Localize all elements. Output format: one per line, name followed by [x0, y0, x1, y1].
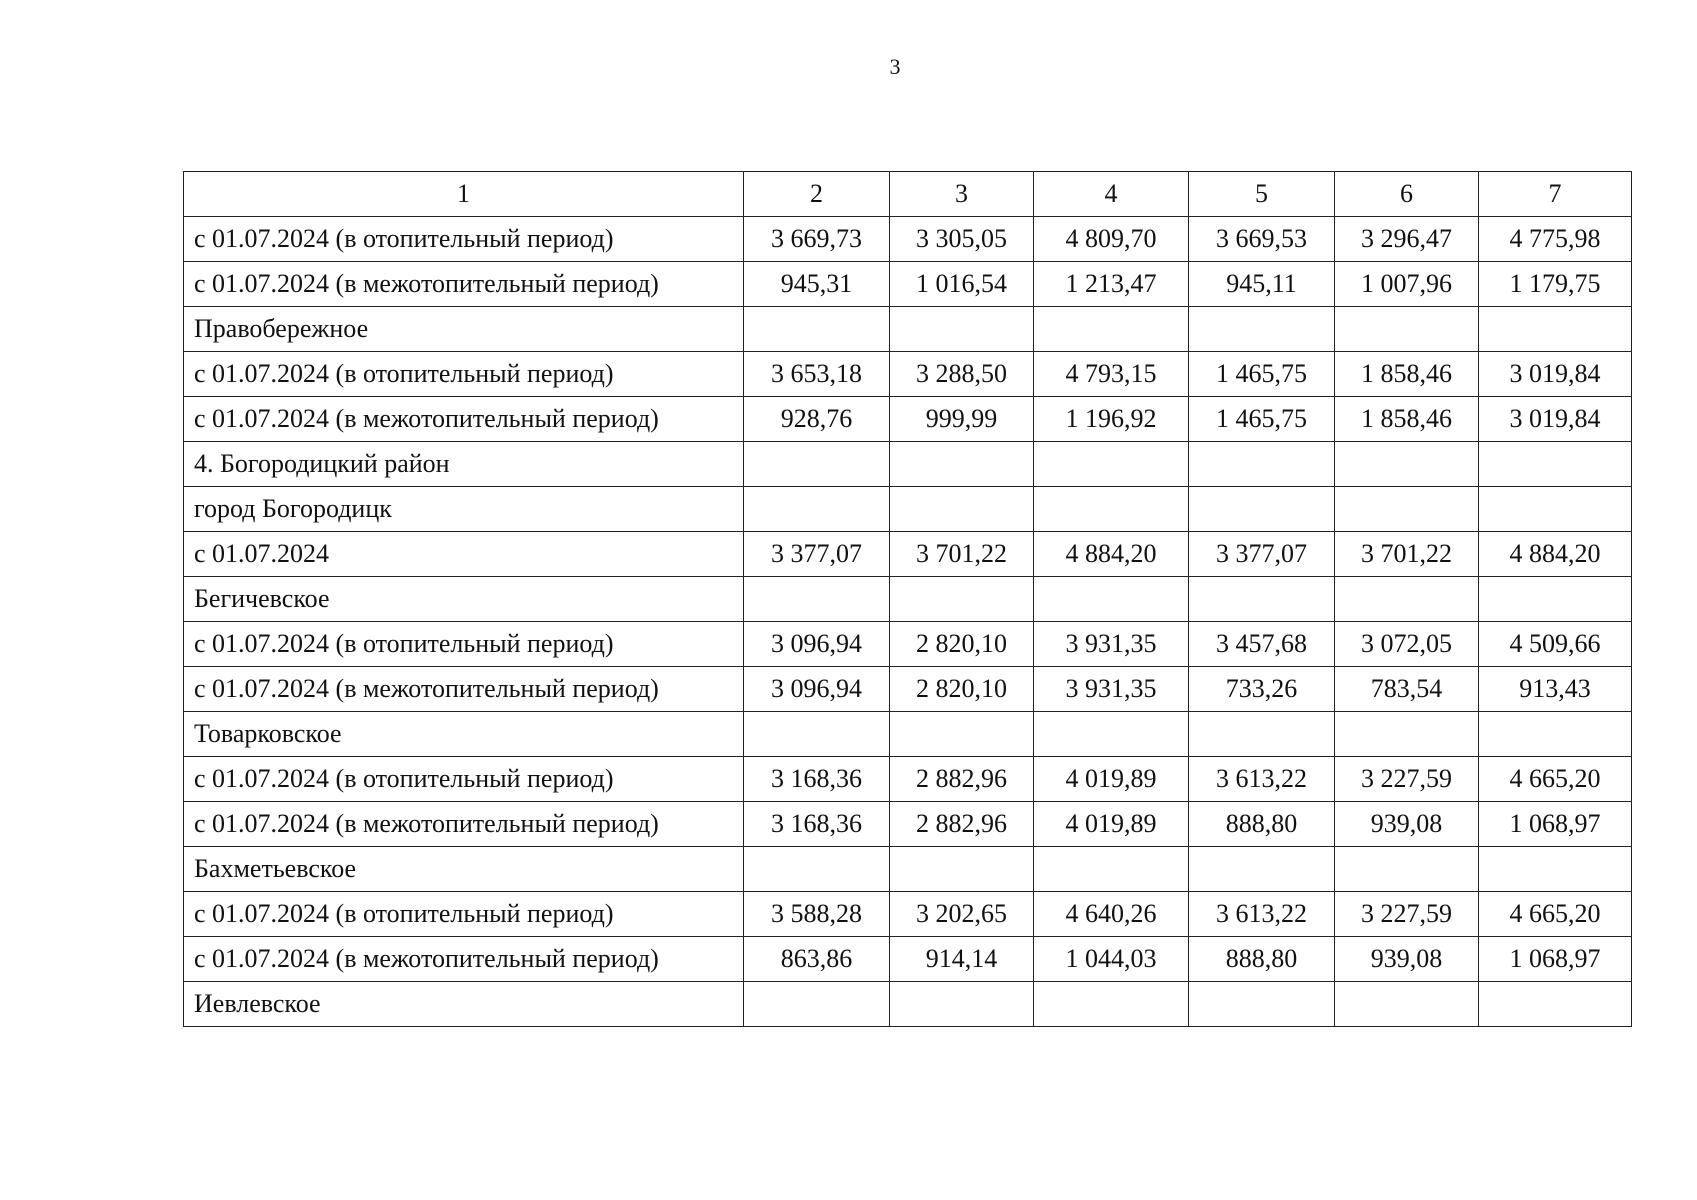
value-cell — [1479, 577, 1632, 622]
value-cell: 1 068,97 — [1479, 802, 1632, 847]
tariff-table — [183, 171, 1632, 1027]
value-cell — [1034, 442, 1189, 487]
value-cell: 3 613,22 — [1189, 892, 1335, 937]
value-cell: 733,26 — [1189, 667, 1335, 712]
value-cell — [1034, 307, 1189, 352]
value-cell: 1 213,47 — [1034, 262, 1189, 307]
value-cell — [744, 577, 890, 622]
value-cell: 914,14 — [890, 937, 1034, 982]
value-cell — [890, 487, 1034, 532]
value-cell: 3 653,18 — [744, 352, 890, 397]
row-label: с 01.07.2024 (в межотопительный период) — [184, 937, 744, 982]
row-label: Бегичевское — [184, 577, 744, 622]
value-cell: 4 884,20 — [1034, 532, 1189, 577]
header-cell: 6 — [1335, 172, 1479, 217]
row-label: с 01.07.2024 (в отопительный период) — [184, 217, 744, 262]
header-cell: 3 — [890, 172, 1034, 217]
value-cell: 4 809,70 — [1034, 217, 1189, 262]
row-label: с 01.07.2024 (в межотопительный период) — [184, 802, 744, 847]
value-cell: 1 007,96 — [1335, 262, 1479, 307]
value-cell: 4 019,89 — [1034, 757, 1189, 802]
table-row — [184, 802, 1632, 847]
value-cell: 928,76 — [744, 397, 890, 442]
row-label: с 01.07.2024 (в отопительный период) — [184, 352, 744, 397]
table-row — [184, 622, 1632, 667]
value-cell: 3 377,07 — [744, 532, 890, 577]
value-cell: 3 613,22 — [1189, 757, 1335, 802]
value-cell — [1189, 982, 1335, 1027]
value-cell — [1479, 712, 1632, 757]
value-cell — [1034, 487, 1189, 532]
value-cell — [890, 442, 1034, 487]
header-cell: 1 — [184, 172, 744, 217]
value-cell: 4 665,20 — [1479, 757, 1632, 802]
row-label: 4. Богородицкий район — [184, 442, 744, 487]
value-cell — [1335, 487, 1479, 532]
value-cell: 2 820,10 — [890, 622, 1034, 667]
value-cell: 3 931,35 — [1034, 667, 1189, 712]
row-label: с 01.07.2024 (в межотопительный период) — [184, 667, 744, 712]
header-cell: 2 — [744, 172, 890, 217]
value-cell: 3 096,94 — [744, 667, 890, 712]
page-number: 3 — [889, 54, 901, 79]
value-cell: 3 588,28 — [744, 892, 890, 937]
value-cell — [744, 307, 890, 352]
table-row — [184, 577, 1632, 622]
value-cell — [1189, 577, 1335, 622]
value-cell: 4 884,20 — [1479, 532, 1632, 577]
header-cell: 4 — [1034, 172, 1189, 217]
value-cell — [890, 307, 1034, 352]
value-cell — [1034, 847, 1189, 892]
table-row — [184, 307, 1632, 352]
table-row — [184, 757, 1632, 802]
value-cell — [1034, 712, 1189, 757]
value-cell: 3 227,59 — [1335, 892, 1479, 937]
value-cell: 3 669,53 — [1189, 217, 1335, 262]
value-cell — [890, 577, 1034, 622]
value-cell — [1335, 982, 1479, 1027]
value-cell: 3 202,65 — [890, 892, 1034, 937]
value-cell — [744, 487, 890, 532]
table-row — [184, 352, 1632, 397]
value-cell — [1335, 307, 1479, 352]
row-label: с 01.07.2024 — [184, 532, 744, 577]
table-row — [184, 667, 1632, 712]
table-row — [184, 487, 1632, 532]
value-cell — [1189, 487, 1335, 532]
row-label: Правобережное — [184, 307, 744, 352]
value-cell: 3 019,84 — [1479, 352, 1632, 397]
value-cell — [1479, 487, 1632, 532]
value-cell: 3 377,07 — [1189, 532, 1335, 577]
value-cell: 783,54 — [1335, 667, 1479, 712]
value-cell: 939,08 — [1335, 802, 1479, 847]
value-cell: 3 305,05 — [890, 217, 1034, 262]
table-row — [184, 532, 1632, 577]
value-cell — [1189, 847, 1335, 892]
value-cell — [1335, 712, 1479, 757]
value-cell: 1 016,54 — [890, 262, 1034, 307]
value-cell — [1034, 577, 1189, 622]
value-cell — [1479, 442, 1632, 487]
value-cell: 888,80 — [1189, 802, 1335, 847]
value-cell: 3 019,84 — [1479, 397, 1632, 442]
value-cell: 4 640,26 — [1034, 892, 1189, 937]
value-cell — [1479, 307, 1632, 352]
table-row — [184, 217, 1632, 262]
header-cell: 7 — [1479, 172, 1632, 217]
value-cell — [1335, 442, 1479, 487]
row-label: Бахметьевское — [184, 847, 744, 892]
value-cell: 3 457,68 — [1189, 622, 1335, 667]
row-label: Товарковское — [184, 712, 744, 757]
value-cell: 3 669,73 — [744, 217, 890, 262]
table-row — [184, 892, 1632, 937]
table-row — [184, 262, 1632, 307]
row-label: город Богородицк — [184, 487, 744, 532]
table-row — [184, 982, 1632, 1027]
value-cell — [1034, 982, 1189, 1027]
value-cell: 3 931,35 — [1034, 622, 1189, 667]
value-cell: 3 227,59 — [1335, 757, 1479, 802]
value-cell: 3 288,50 — [890, 352, 1034, 397]
value-cell: 945,11 — [1189, 262, 1335, 307]
table-row — [184, 442, 1632, 487]
table-row — [184, 937, 1632, 982]
value-cell: 3 701,22 — [890, 532, 1034, 577]
value-cell: 1 465,75 — [1189, 352, 1335, 397]
value-cell — [744, 847, 890, 892]
row-label: с 01.07.2024 (в межотопительный период) — [184, 397, 744, 442]
value-cell — [890, 712, 1034, 757]
value-cell — [1335, 577, 1479, 622]
value-cell: 1 044,03 — [1034, 937, 1189, 982]
value-cell — [1479, 847, 1632, 892]
value-cell: 4 019,89 — [1034, 802, 1189, 847]
value-cell: 4 509,66 — [1479, 622, 1632, 667]
value-cell: 1 179,75 — [1479, 262, 1632, 307]
table-body — [184, 217, 1632, 1027]
value-cell: 1 465,75 — [1189, 397, 1335, 442]
table-row — [184, 397, 1632, 442]
value-cell — [1189, 442, 1335, 487]
table-row — [184, 712, 1632, 757]
value-cell: 2 820,10 — [890, 667, 1034, 712]
value-cell — [1189, 307, 1335, 352]
header-cell: 5 — [1189, 172, 1335, 217]
row-label: с 01.07.2024 (в отопительный период) — [184, 757, 744, 802]
value-cell: 999,99 — [890, 397, 1034, 442]
value-cell: 3 096,94 — [744, 622, 890, 667]
value-cell: 3 168,36 — [744, 757, 890, 802]
value-cell — [1189, 712, 1335, 757]
value-cell: 3 296,47 — [1335, 217, 1479, 262]
value-cell: 4 665,20 — [1479, 892, 1632, 937]
value-cell: 2 882,96 — [890, 802, 1034, 847]
value-cell: 3 701,22 — [1335, 532, 1479, 577]
value-cell: 1 858,46 — [1335, 352, 1479, 397]
value-cell: 2 882,96 — [890, 757, 1034, 802]
value-cell — [744, 442, 890, 487]
value-cell: 3 072,05 — [1335, 622, 1479, 667]
value-cell: 1 196,92 — [1034, 397, 1189, 442]
value-cell — [744, 982, 890, 1027]
value-cell: 4 775,98 — [1479, 217, 1632, 262]
value-cell: 888,80 — [1189, 937, 1335, 982]
value-cell: 945,31 — [744, 262, 890, 307]
row-label: с 01.07.2024 (в отопительный период) — [184, 892, 744, 937]
row-label: с 01.07.2024 (в межотопительный период) — [184, 262, 744, 307]
value-cell: 3 168,36 — [744, 802, 890, 847]
value-cell — [744, 712, 890, 757]
value-cell: 939,08 — [1335, 937, 1479, 982]
value-cell — [890, 847, 1034, 892]
value-cell: 1 858,46 — [1335, 397, 1479, 442]
value-cell — [890, 982, 1034, 1027]
value-cell: 1 068,97 — [1479, 937, 1632, 982]
value-cell — [1335, 847, 1479, 892]
row-label: Иевлевское — [184, 982, 744, 1027]
value-cell: 863,86 — [744, 937, 890, 982]
value-cell — [1479, 982, 1632, 1027]
header-row — [184, 172, 1632, 217]
row-label: с 01.07.2024 (в отопительный период) — [184, 622, 744, 667]
value-cell: 913,43 — [1479, 667, 1632, 712]
table-row — [184, 847, 1632, 892]
value-cell: 4 793,15 — [1034, 352, 1189, 397]
